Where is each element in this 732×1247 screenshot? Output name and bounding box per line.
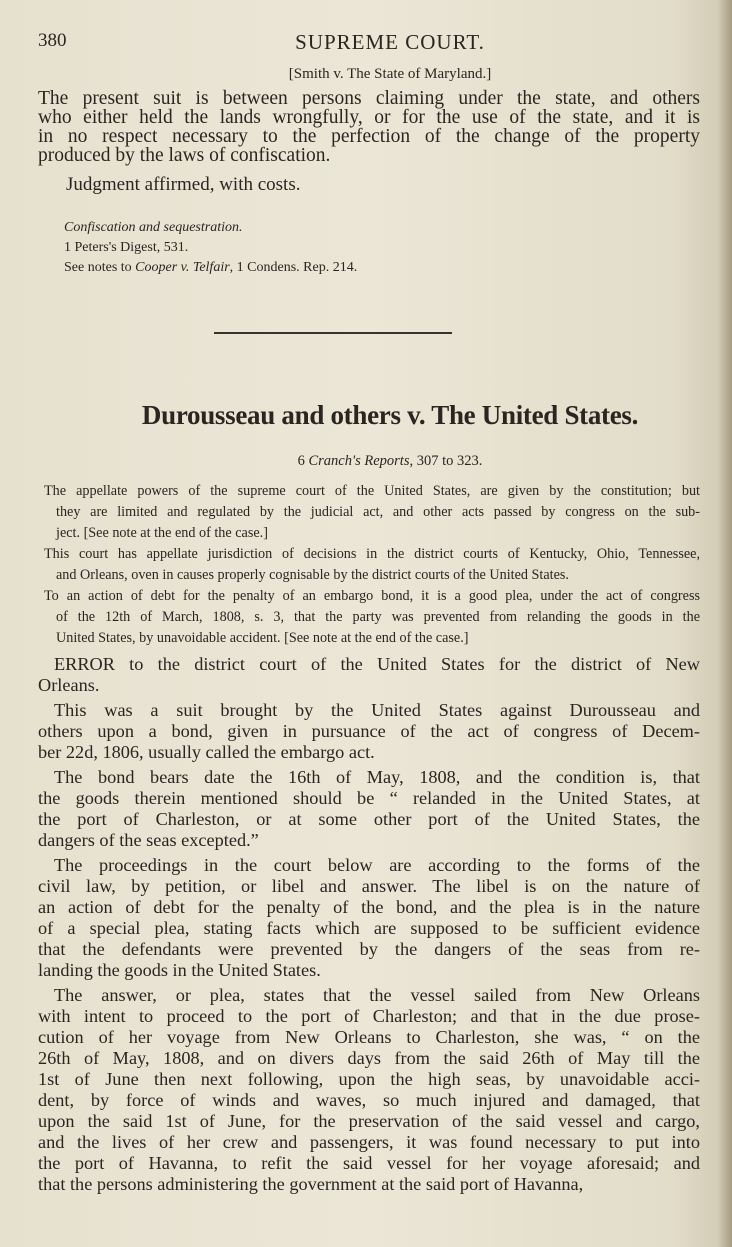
body-paragraph: [38, 654, 700, 696]
text-line: dangers of the seas excepted.”: [38, 830, 259, 850]
text-line: 26th of May, 1808, and on divers days from the said 26th of May till the: [38, 1048, 700, 1068]
text-line: This was a suit brought by the United States against Durousseau and: [54, 700, 700, 720]
text-line: in no respect necessary to the perfection of the change of the property: [38, 126, 700, 147]
text-line: the port of Charleston, or at some other port of the United States, the: [38, 809, 700, 829]
case-body: [38, 654, 700, 1199]
text-line: The present suit is between persons claiming under the state, and others: [38, 88, 700, 109]
text-line: upon the said 1st of June, for the preservation of the said vessel and cargo,: [38, 1111, 700, 1131]
section-divider: [214, 332, 452, 334]
case-citation: [0, 453, 732, 470]
headnote: [44, 481, 700, 544]
text-line: of the 12th of March, 1808, s. 3, that the party was prevented from relanding the goods in the: [56, 609, 700, 625]
citation-reporter: Cranch's Reports: [308, 453, 410, 469]
text-line: the goods therein mentioned should be “ relanded in the United States, at: [38, 788, 700, 808]
text-line: of a special plea, stating facts which are supposed to be sufficient evidence: [38, 918, 700, 938]
body-paragraph: [38, 767, 700, 851]
text-line: an action of debt for the penalty of the bond, and the plea is in the nature: [38, 897, 700, 917]
text-line: The answer, or plea, states that the vessel sailed from New Orleans: [54, 985, 700, 1005]
text-line: that the defendants were prevented by the dangers of the seas from re-: [38, 939, 700, 959]
citation-pages: , 307 to 323.: [409, 453, 483, 469]
text-line: ject. [See note at the end of the case.]: [56, 525, 268, 541]
text-line: The proceedings in the court below are according to the forms of the: [54, 855, 700, 875]
text-line: This court has appellate jurisdiction of decisions in the district courts of Kentucky, Ohio, Tennessee,: [44, 546, 700, 562]
body-paragraph: [38, 985, 700, 1195]
text-line: Orleans.: [38, 675, 100, 695]
text-line: civil law, by petition, or libel and answer. The libel is on the nature of: [38, 876, 700, 896]
body-paragraph: [38, 700, 700, 763]
text-line: United States, by unavoidable accident. [See note at the end of the case.]: [56, 630, 469, 646]
note-topic: [64, 218, 243, 238]
text-line: they are limited and regulated by the judicial act, and other acts passed by congress on the sub-: [56, 504, 700, 520]
text-line: others upon a bond, given in pursuance of the act of congress of Decem-: [38, 721, 700, 741]
note-topic-text: Confiscation and sequestration.: [64, 220, 243, 235]
headnote: [44, 586, 700, 649]
note-see-prefix: See notes to: [64, 260, 136, 275]
text-line: ber 22d, 1806, usually called the embargo act.: [38, 742, 375, 762]
text-line: and the lives of her crew and passengers, it was found necessary to put into: [38, 1132, 700, 1152]
text-line: The appellate powers of the supreme court of the United States, are given by the constitution; but: [44, 483, 700, 499]
text-line: ERROR to the district court of the United States for the district of New: [54, 654, 700, 674]
text-line: the port of Havanna, to refit the said vessel for her voyage aforesaid; and: [38, 1153, 700, 1173]
text-line: landing the goods in the United States.: [38, 960, 321, 980]
headnotes: [44, 481, 700, 649]
note-see: [64, 258, 357, 278]
body-paragraph: [38, 855, 700, 981]
page-edge-shadow: [718, 0, 732, 1247]
note-digest: 1 Peters's Digest, 531.: [64, 240, 189, 255]
text-line: with intent to proceed to the port of Charleston; and that in the due prose-: [38, 1006, 700, 1026]
text-line: To an action of debt for the penalty of an embargo bond, it is a good plea, under the act of congress: [44, 588, 700, 604]
text-line: cution of her voyage from New Orleans to Charleston, she was, “ on the: [38, 1027, 700, 1047]
text-line: The bond bears date the 16th of May, 1808, and the condition is, that: [54, 767, 700, 787]
page-number: 380: [38, 30, 67, 51]
text-line: who either held the lands wrongfully, or for the use of the state, and it is: [38, 107, 700, 128]
note-see-suffix: , 1 Condens. Rep. 214.: [229, 260, 358, 275]
headnote: [44, 544, 700, 586]
text-line: and Orleans, oven in causes properly cognisable by the district courts of the United States.: [56, 567, 569, 583]
text-line: dent, by force of winds and waves, so much injured and damaged, that: [38, 1090, 700, 1110]
text-line: 1st of June then next following, upon the high seas, by unavoidable acci-: [38, 1069, 700, 1089]
text-line: that the persons administering the government at the said port of Havanna,: [38, 1174, 584, 1194]
citation-volume: 6: [297, 453, 309, 469]
note-see-case: Cooper v. Telfair: [135, 260, 230, 275]
case-bracket: [Smith v. The State of Maryland.]: [288, 66, 492, 82]
case-title: Durousseau and others v. The United States.: [141, 400, 639, 430]
judgment-line: Judgment affirmed, with costs.: [66, 174, 301, 195]
running-head: SUPREME COURT.: [295, 30, 485, 54]
text-line: produced by the laws of confiscation.: [38, 145, 331, 166]
prev-case-paragraph: [38, 89, 700, 165]
